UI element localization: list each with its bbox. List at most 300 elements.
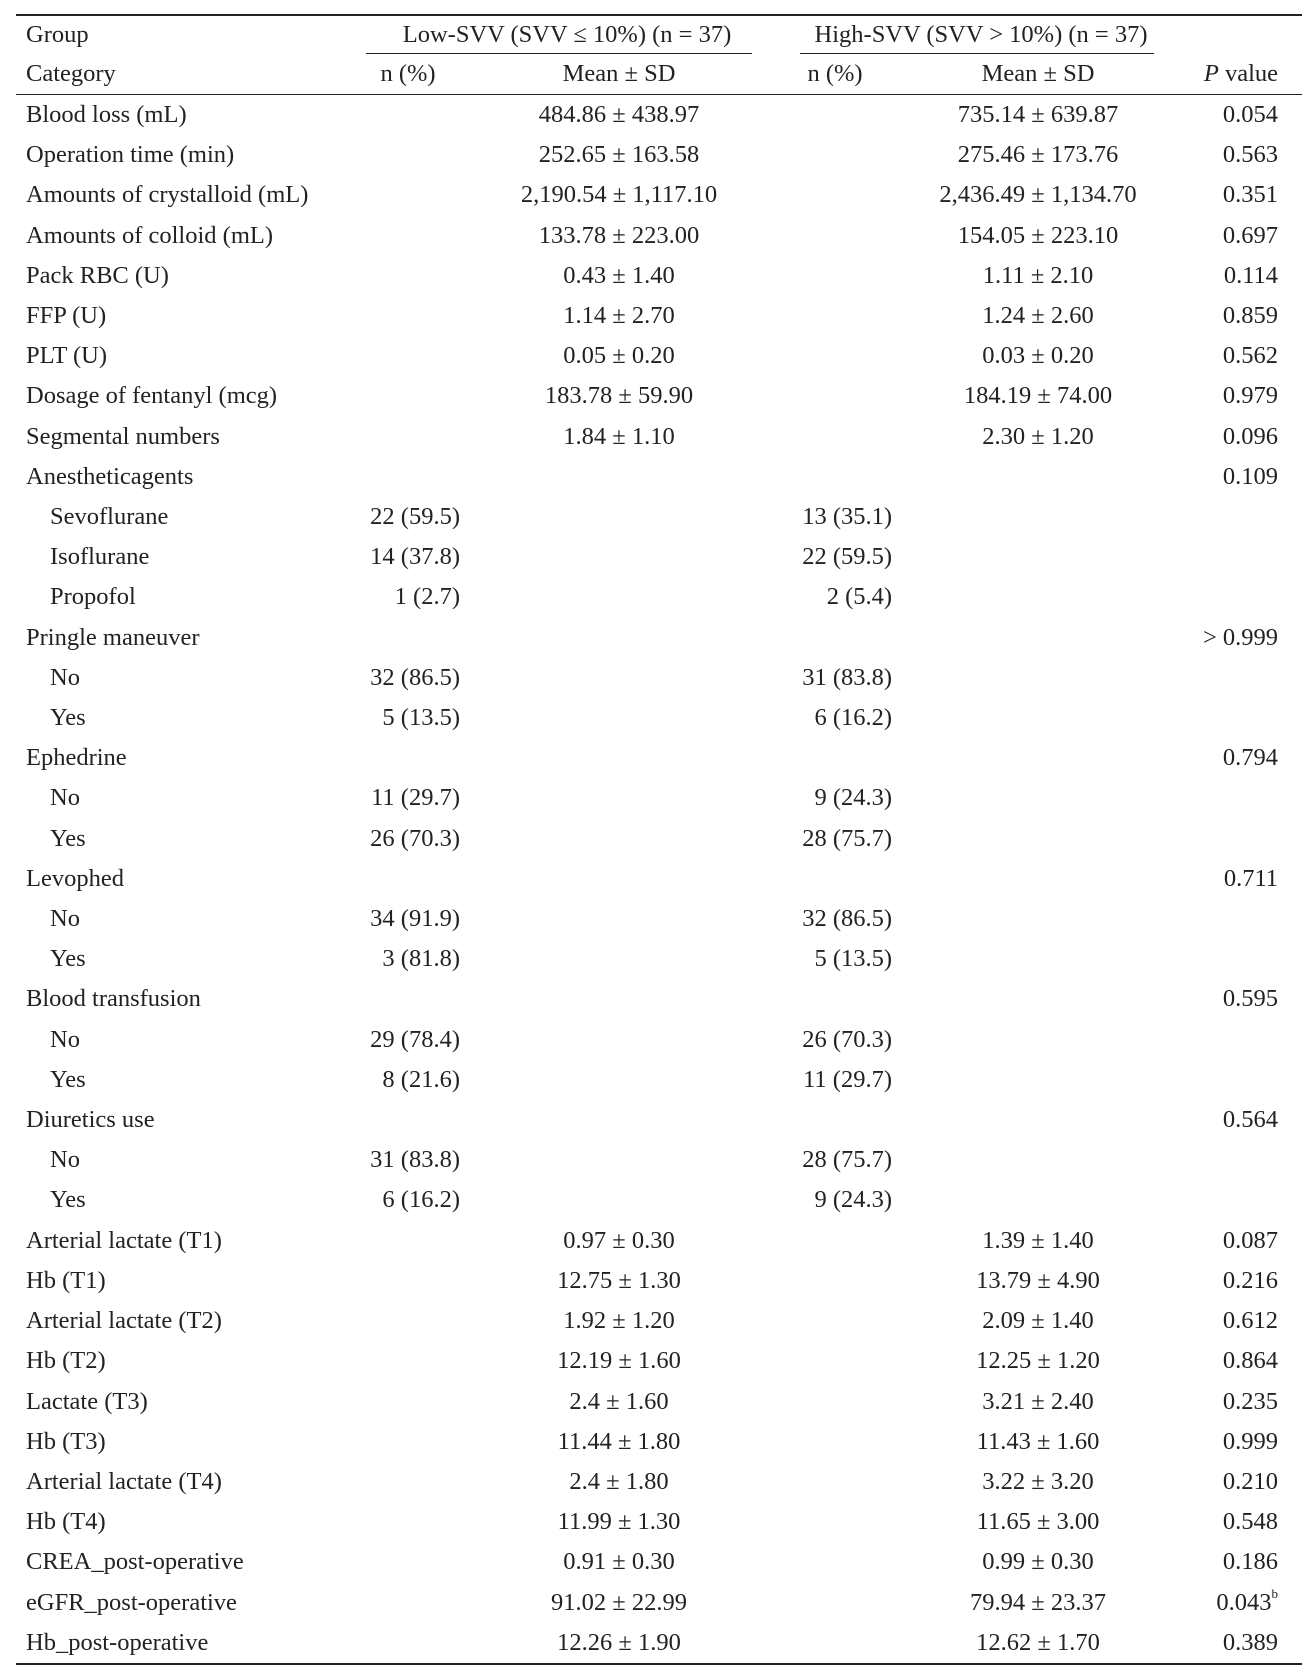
table-row (16, 1020, 1302, 1060)
low-n-pct-cell (356, 1261, 460, 1301)
low-n-pct-cell: 32 (86.5) (370, 663, 460, 691)
high-mean-sd-cell (892, 537, 1184, 577)
table-body (16, 95, 1302, 1664)
low-mean-sd-cell (460, 457, 778, 497)
low-mean-sd-cell (460, 778, 778, 818)
high-n-pct-cell (778, 859, 892, 899)
table-row (16, 577, 1302, 617)
p-value-text: 0.087 (1222, 1226, 1279, 1254)
high-n-pct-cell: 9 (24.3) (814, 1186, 893, 1214)
p-value-cell (1184, 417, 1302, 457)
high-mean-sd-cell: 154.05 ± 223.10 (957, 221, 1119, 249)
p-value-italic: P (1203, 60, 1219, 87)
high-mean-sd-cell: 3.21 ± 2.40 (982, 1387, 1094, 1415)
high-mean-sd-header: Mean ± SD (892, 54, 1184, 95)
row-label: Propofol (50, 583, 136, 611)
table-row (16, 296, 1302, 336)
high-n-pct-cell (778, 1341, 892, 1381)
p-value-cell (1184, 899, 1302, 939)
row-label: Hb (T4) (26, 1508, 106, 1536)
table-row (16, 1221, 1302, 1261)
p-value-text: 0.235 (1222, 1387, 1279, 1415)
table-row (16, 1502, 1302, 1542)
high-mean-sd-cell (892, 1140, 1184, 1180)
p-value-cell (1184, 1422, 1302, 1462)
low-n-pct-cell (356, 135, 460, 175)
p-value-cell (1184, 1180, 1302, 1220)
p-value-text: 0.794 (1222, 744, 1279, 772)
row-label: Hb (T2) (26, 1347, 106, 1375)
p-value-text: > 0.999 (1202, 623, 1279, 651)
p-value-text: 0.548 (1222, 1508, 1279, 1536)
row-label: Amounts of crystalloid (mL) (26, 181, 309, 209)
low-mean-sd-cell (460, 939, 778, 979)
row-label: Dosage of fentanyl (mcg) (26, 382, 278, 410)
low-mean-sd-cell: 2.4 ± 1.80 (569, 1467, 669, 1495)
low-n-pct-cell (356, 417, 460, 457)
high-mean-sd-cell: 1.11 ± 2.10 (982, 261, 1094, 289)
p-value-cell (1184, 1060, 1302, 1100)
high-n-pct-cell (778, 979, 892, 1019)
row-label: Arterial lactate (T2) (26, 1307, 222, 1335)
row-label: Hb_post-operative (16, 1623, 356, 1664)
table-row (16, 95, 1302, 136)
low-n-pct-cell (356, 216, 460, 256)
high-mean-sd-cell (892, 1020, 1184, 1060)
high-n-pct-cell (778, 618, 892, 658)
high-n-pct-cell: 2 (5.4) (826, 583, 893, 611)
high-n-pct-cell: 9 (24.3) (814, 784, 893, 812)
high-mean-sd-cell (892, 1100, 1184, 1140)
p-value-text: 0.109 (1222, 462, 1279, 490)
p-value-text: 0.564 (1222, 1106, 1279, 1134)
p-value-cell (1184, 497, 1302, 537)
p-value-cell (1184, 1341, 1302, 1381)
high-mean-sd-cell (892, 1060, 1184, 1100)
table-row (16, 778, 1302, 818)
high-n-pct-cell (778, 1583, 892, 1623)
low-mean-sd-cell (460, 1100, 778, 1140)
low-mean-sd-cell (460, 618, 778, 658)
high-mean-sd-cell (892, 899, 1184, 939)
p-value-text: 0.595 (1222, 985, 1279, 1013)
row-label: Anestheticagents (26, 462, 194, 490)
high-n-pct-cell (778, 417, 892, 457)
p-value-text: 0.697 (1222, 221, 1279, 249)
low-n-pct-cell (356, 1382, 460, 1422)
p-value-cell (1184, 1261, 1302, 1301)
table-row (16, 939, 1302, 979)
high-n-pct-cell (778, 738, 892, 778)
low-mean-sd-cell: 12.26 ± 1.90 (460, 1623, 778, 1664)
row-label: Yes (50, 1186, 86, 1214)
low-mean-sd-cell (460, 698, 778, 738)
p-value-cell (1184, 1623, 1302, 1664)
p-value-text: 0.562 (1222, 342, 1279, 370)
table-row (16, 1100, 1302, 1140)
low-n-pct-cell (356, 738, 460, 778)
p-value-text: 0.043 (1216, 1588, 1272, 1616)
high-n-pct-cell: 11 (29.7) (803, 1065, 893, 1093)
p-value-text: 0.210 (1222, 1467, 1279, 1495)
low-n-pct-cell (356, 1583, 460, 1623)
header-row-group (16, 15, 1302, 54)
high-mean-sd-cell (892, 778, 1184, 818)
low-n-pct-cell: 1 (2.7) (394, 583, 460, 611)
high-n-pct-cell (778, 1261, 892, 1301)
high-n-pct-cell: 31 (83.8) (802, 663, 893, 691)
high-mean-sd-cell: 12.25 ± 1.20 (976, 1347, 1100, 1375)
table-row (16, 457, 1302, 497)
low-mean-sd-cell: 133.78 ± 223.00 (538, 221, 700, 249)
high-mean-sd-cell (892, 497, 1184, 537)
low-mean-sd-cell: 183.78 ± 59.90 (544, 382, 694, 410)
p-value-cell (1184, 778, 1302, 818)
p-value-text: 0.054 (1222, 101, 1279, 128)
table-row (16, 738, 1302, 778)
p-value-cell (1184, 256, 1302, 296)
p-value-footnote-mark: b (1271, 1586, 1279, 1602)
low-n-pct-cell (356, 618, 460, 658)
high-mean-sd-cell (892, 577, 1184, 617)
low-n-pct-header: n (%) (356, 54, 460, 95)
low-mean-sd-cell (460, 859, 778, 899)
low-mean-sd-cell (460, 819, 778, 859)
high-n-pct-cell (778, 216, 892, 256)
header-row-columns (16, 54, 1302, 95)
table-row (16, 376, 1302, 416)
p-value-cell (1184, 1583, 1302, 1623)
p-value-cell (1184, 1140, 1302, 1180)
row-label: eGFR_post-operative (26, 1588, 237, 1616)
low-mean-sd-cell: 12.75 ± 1.30 (557, 1266, 681, 1294)
p-value-cell (1184, 618, 1302, 658)
low-n-pct-cell (356, 1341, 460, 1381)
high-mean-sd-cell: 1.24 ± 2.60 (982, 302, 1094, 330)
low-mean-sd-cell: 1.14 ± 2.70 (563, 302, 675, 330)
high-mean-sd-cell (892, 658, 1184, 698)
p-value-cell (1184, 819, 1302, 859)
table-row (16, 618, 1302, 658)
low-mean-sd-cell (460, 577, 778, 617)
row-label: Ephedrine (26, 744, 127, 772)
low-n-pct-cell (356, 1462, 460, 1502)
high-n-pct-cell (778, 296, 892, 336)
p-value-cell (1184, 537, 1302, 577)
high-n-pct-cell (778, 1382, 892, 1422)
high-mean-sd-cell: 3.22 ± 3.20 (982, 1467, 1094, 1495)
low-n-pct-cell (356, 979, 460, 1019)
group-label: Group (16, 15, 356, 54)
high-mean-sd-cell: 0.03 ± 0.20 (982, 342, 1094, 370)
low-n-pct-cell (356, 1502, 460, 1542)
low-mean-sd-cell: 91.02 ± 22.99 (551, 1588, 687, 1616)
table-row (16, 1060, 1302, 1100)
high-mean-sd-cell (892, 738, 1184, 778)
high-n-pct-cell: 13 (35.1) (802, 503, 893, 531)
low-n-pct-cell: 11 (29.7) (371, 784, 460, 812)
low-n-pct-cell: 34 (91.9) (370, 905, 460, 933)
row-label: Pack RBC (U) (26, 261, 169, 289)
low-n-pct-cell: 8 (21.6) (382, 1065, 460, 1093)
high-n-pct-cell (778, 336, 892, 376)
high-n-pct-cell (778, 1623, 892, 1664)
low-mean-sd-cell (460, 1180, 778, 1220)
row-label: No (50, 905, 80, 933)
p-value-cell (1184, 658, 1302, 698)
p-value-cell (1184, 296, 1302, 336)
row-label: No (50, 784, 80, 812)
table-row (16, 1422, 1302, 1462)
row-label: No (50, 1025, 80, 1053)
low-n-pct-cell (356, 1221, 460, 1261)
p-value-text: 0.999 (1222, 1427, 1279, 1455)
high-n-pct-cell: 32 (86.5) (802, 905, 893, 933)
low-mean-sd-cell (460, 899, 778, 939)
row-label: CREA_post-operative (26, 1548, 244, 1576)
p-value-cell (1184, 376, 1302, 416)
p-value-suffix: value (1218, 60, 1279, 87)
p-value-text: 0.864 (1222, 1347, 1279, 1375)
p-value-cell (1184, 1020, 1302, 1060)
high-mean-sd-cell (892, 979, 1184, 1019)
high-mean-sd-cell (892, 618, 1184, 658)
p-value-cell (1184, 457, 1302, 497)
p-value-cell (1184, 1100, 1302, 1140)
high-mean-sd-cell: 2,436.49 ± 1,134.70 (939, 181, 1137, 209)
high-n-pct-cell (778, 1462, 892, 1502)
p-value-cell (1184, 979, 1302, 1019)
row-label: Segmental numbers (26, 422, 220, 450)
table-row (16, 216, 1302, 256)
low-n-pct-cell: 26 (70.3) (370, 824, 460, 852)
low-n-pct-cell: 29 (78.4) (370, 1025, 460, 1053)
high-n-pct-cell (778, 135, 892, 175)
high-n-pct-cell (778, 175, 892, 215)
p-value-cell (1184, 135, 1302, 175)
table-row (16, 175, 1302, 215)
p-value-text: 0.096 (1222, 422, 1279, 450)
table-row (16, 859, 1302, 899)
high-mean-sd-cell: 79.94 ± 23.37 (970, 1588, 1106, 1616)
high-n-pct-header: n (%) (778, 54, 892, 95)
low-mean-sd-cell (460, 537, 778, 577)
p-value-cell (1184, 175, 1302, 215)
high-n-pct-cell: 28 (75.7) (802, 824, 893, 852)
low-mean-sd-cell: 0.05 ± 0.20 (563, 342, 675, 370)
table-row (16, 1583, 1302, 1623)
low-n-pct-cell (356, 1301, 460, 1341)
table-row (16, 1261, 1302, 1301)
high-mean-sd-cell (892, 1180, 1184, 1220)
low-svv-group-header: Low-SVV (SVV ≤ 10%) (n = 37) (356, 15, 778, 54)
low-n-pct-cell: 14 (37.8) (370, 543, 460, 571)
row-label: Operation time (min) (26, 141, 235, 169)
low-n-pct-cell: 5 (13.5) (382, 704, 460, 732)
results-table (16, 14, 1302, 1665)
header-empty-cell (1184, 15, 1302, 54)
table-row (16, 336, 1302, 376)
table-row (16, 1542, 1302, 1582)
p-value-text: 0.114 (1223, 261, 1279, 289)
high-n-pct-cell (778, 1542, 892, 1582)
table-row (16, 658, 1302, 698)
p-value-text: 0.563 (1222, 141, 1279, 169)
high-mean-sd-cell: 184.19 ± 74.00 (963, 382, 1113, 410)
high-n-pct-cell (778, 1301, 892, 1341)
high-mean-sd-cell: 13.79 ± 4.90 (976, 1266, 1100, 1294)
high-n-pct-cell (778, 1422, 892, 1462)
p-value-cell (1184, 336, 1302, 376)
low-n-pct-cell (356, 256, 460, 296)
low-mean-sd-cell: 11.44 ± 1.80 (557, 1427, 681, 1455)
low-mean-sd-cell (460, 979, 778, 1019)
table-header (16, 15, 1302, 95)
high-n-pct-cell (778, 256, 892, 296)
low-mean-sd-cell: 2.4 ± 1.60 (569, 1387, 669, 1415)
row-label: PLT (U) (26, 342, 108, 370)
table-row (16, 979, 1302, 1019)
row-label: Isoflurane (50, 543, 150, 571)
high-n-pct-cell: 22 (59.5) (802, 543, 893, 571)
low-mean-sd-cell: 0.43 ± 1.40 (563, 261, 675, 289)
p-value-cell (1184, 1301, 1302, 1341)
low-mean-sd-cell (460, 738, 778, 778)
high-mean-sd-cell: 11.43 ± 1.60 (976, 1427, 1100, 1455)
high-mean-sd-cell: 2.30 ± 1.20 (982, 422, 1094, 450)
high-n-pct-cell (778, 1100, 892, 1140)
low-n-pct-cell: 6 (16.2) (382, 1186, 460, 1214)
data-table-container (16, 14, 1302, 1665)
low-n-pct-cell (356, 376, 460, 416)
p-value-text: 0.351 (1222, 181, 1279, 209)
low-n-pct-cell (356, 175, 460, 215)
high-mean-sd-cell (892, 819, 1184, 859)
low-n-pct-cell: 3 (81.8) (382, 945, 460, 973)
low-mean-sd-cell: 0.91 ± 0.30 (563, 1548, 675, 1576)
row-label: Yes (50, 704, 86, 732)
row-label: Amounts of colloid (mL) (26, 221, 274, 249)
low-n-pct-cell: 31 (83.8) (370, 1146, 460, 1174)
low-mean-sd-cell (460, 1060, 778, 1100)
p-value-cell (1184, 95, 1302, 136)
p-value-cell (1184, 577, 1302, 617)
row-label: Levophed (26, 864, 124, 892)
high-n-pct-cell: 26 (70.3) (802, 1025, 893, 1053)
high-mean-sd-cell: 12.62 ± 1.70 (892, 1623, 1184, 1664)
row-label: Blood transfusion (26, 985, 201, 1013)
row-label: Arterial lactate (T1) (26, 1226, 222, 1254)
row-label: Blood loss (mL) (26, 101, 187, 128)
table-row (16, 1462, 1302, 1502)
table-row (16, 698, 1302, 738)
low-mean-sd-cell: 0.97 ± 0.30 (563, 1226, 675, 1254)
table-row (16, 1341, 1302, 1381)
table-row (16, 1180, 1302, 1220)
low-mean-sd-cell: 252.65 ± 163.58 (538, 141, 700, 169)
low-n-pct-cell (356, 296, 460, 336)
low-mean-sd-cell: 2,190.54 ± 1,117.10 (520, 181, 718, 209)
low-n-pct-cell (356, 95, 460, 136)
row-label: Sevoflurane (50, 503, 169, 531)
high-mean-sd-cell: 735.14 ± 639.87 (957, 101, 1119, 128)
high-n-pct-cell: 5 (13.5) (814, 945, 893, 973)
low-n-pct-cell (356, 1100, 460, 1140)
low-mean-sd-cell (460, 658, 778, 698)
high-mean-sd-cell: 0.99 ± 0.30 (982, 1548, 1094, 1576)
p-value-text: 0.711 (1223, 864, 1279, 892)
low-mean-sd-cell: 11.99 ± 1.30 (557, 1508, 681, 1536)
row-label: Pringle maneuver (26, 623, 200, 651)
high-mean-sd-cell (892, 457, 1184, 497)
high-n-pct-cell: 6 (16.2) (814, 704, 893, 732)
row-label: Arterial lactate (T4) (26, 1467, 222, 1495)
p-value-text: 0.612 (1222, 1307, 1279, 1335)
row-label: Hb (T1) (26, 1266, 106, 1294)
high-svv-group-header: High-SVV (SVV > 10%) (n = 37) (778, 15, 1184, 54)
p-value-cell (1184, 939, 1302, 979)
table-row (16, 537, 1302, 577)
p-value-text: 0.186 (1222, 1548, 1279, 1576)
low-mean-sd-cell (460, 1020, 778, 1060)
low-n-pct-cell (356, 1542, 460, 1582)
p-value-text: 0.859 (1222, 302, 1279, 330)
low-mean-sd-cell: 484.86 ± 438.97 (538, 101, 700, 128)
low-n-pct-cell (356, 1623, 460, 1664)
table-row (16, 256, 1302, 296)
low-mean-sd-cell: 12.19 ± 1.60 (557, 1347, 681, 1375)
p-value-cell (1184, 216, 1302, 256)
high-mean-sd-cell: 2.09 ± 1.40 (982, 1307, 1094, 1335)
table-row (16, 899, 1302, 939)
high-n-pct-cell: 28 (75.7) (802, 1146, 893, 1174)
row-label: Diuretics use (26, 1106, 155, 1134)
table-row (16, 819, 1302, 859)
p-value-text: 0.216 (1222, 1266, 1279, 1294)
p-value-cell (1184, 1462, 1302, 1502)
high-mean-sd-cell (892, 939, 1184, 979)
row-label: No (50, 663, 80, 691)
table-row (16, 1623, 1302, 1664)
low-mean-sd-cell: 1.84 ± 1.10 (563, 422, 675, 450)
high-n-pct-cell (778, 1221, 892, 1261)
low-n-pct-cell (356, 457, 460, 497)
table-row (16, 497, 1302, 537)
row-label: Yes (50, 824, 86, 852)
high-mean-sd-cell: 11.65 ± 3.00 (976, 1508, 1100, 1536)
p-value-cell (1184, 1502, 1302, 1542)
row-label: No (50, 1146, 80, 1174)
low-n-pct-cell: 22 (59.5) (370, 503, 460, 531)
row-label: Lactate (T3) (26, 1387, 148, 1415)
row-label: FFP (U) (26, 302, 107, 330)
high-n-pct-cell (778, 1502, 892, 1542)
low-mean-sd-cell (460, 1140, 778, 1180)
high-n-pct-cell (778, 457, 892, 497)
p-value-cell (1184, 1221, 1302, 1261)
row-label: Yes (50, 945, 86, 973)
p-value-header (1184, 54, 1302, 95)
high-mean-sd-cell: 275.46 ± 173.76 (957, 141, 1119, 169)
low-n-pct-cell (356, 1422, 460, 1462)
p-value-cell (1184, 698, 1302, 738)
p-value-cell (1184, 859, 1302, 899)
table-row (16, 1382, 1302, 1422)
p-value-cell (1184, 1542, 1302, 1582)
high-n-pct-cell (778, 95, 892, 136)
low-mean-sd-cell (460, 497, 778, 537)
high-mean-sd-cell (892, 698, 1184, 738)
